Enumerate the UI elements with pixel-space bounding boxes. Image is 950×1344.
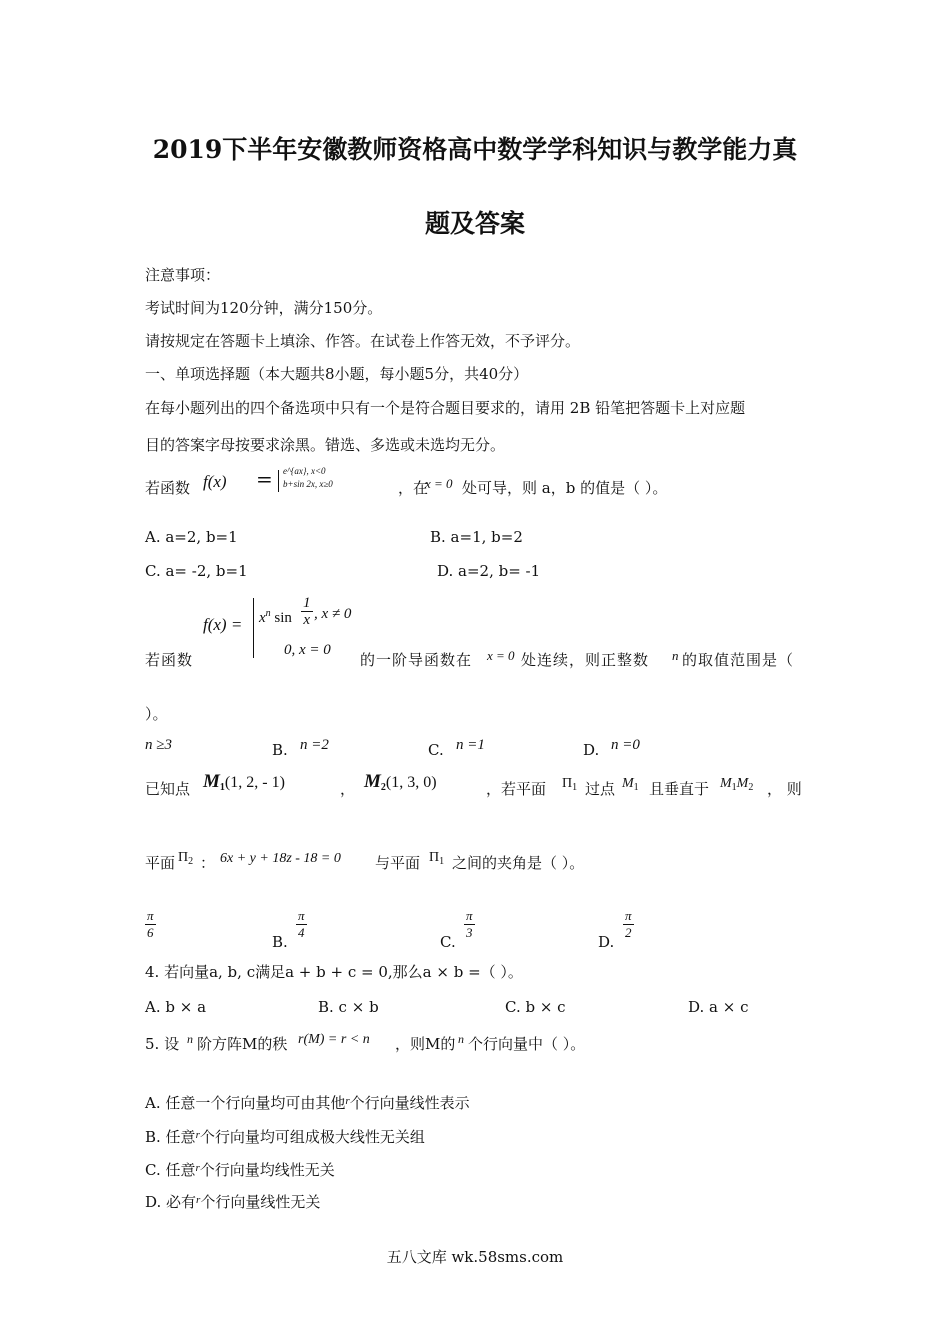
q3-prefix: 已知点: [145, 780, 191, 798]
q1-suffix: 处可导，则 a，b 的值是（ ）。: [462, 479, 668, 497]
q5-option-b-tail: 个行向量均可组成极大线性无关组: [199, 1128, 425, 1146]
q3-point-m1: [203, 772, 285, 798]
q3-option-a: [145, 908, 156, 941]
q3-m1b-subscript: 1: [633, 782, 639, 793]
notice-line: 请按规定在答题卡上填涂、作答。在试卷上作答无效，不予评分。: [145, 332, 581, 350]
q3-option-c: [464, 908, 475, 941]
q5-option-c-r: r: [195, 1162, 200, 1174]
q1-equals: =: [256, 467, 273, 491]
q4-option-d: D. a × c: [688, 998, 749, 1016]
q1-option-b: B. a=1, b=2: [430, 528, 523, 546]
section-description: 在每小题列出的四个备选项中只有一个是符合题目要求的，请用 2B 铅笔把答题卡上对应题: [145, 399, 746, 417]
q3-segment: [720, 774, 753, 798]
page-title-line2: 题及答案: [424, 209, 525, 238]
q3-m1b-label: M: [622, 776, 634, 791]
q3-line2-mid: 与平面: [375, 854, 421, 872]
section-description: 目的答案字母按要求涂黑。错选、多选或未选均无分。: [145, 436, 506, 454]
q5-mid2: ，则M的: [395, 1035, 456, 1053]
q2-fraction-denominator: x: [303, 612, 311, 628]
q5-option-a: [145, 1091, 470, 1113]
q3-mid3: 且垂直于: [649, 780, 710, 798]
q5-mid1: 阶方阵M的秩: [197, 1035, 288, 1053]
q3-option-a-numerator: π: [147, 908, 154, 923]
page-footer: 五八文库 wk.58sms.com: [386, 1248, 564, 1266]
q5-option-a-r: r: [345, 1095, 350, 1107]
q3-option-d-denominator: 2: [623, 924, 634, 941]
q5-option-c-tail: 个行向量均线性无关: [199, 1161, 335, 1179]
q3-pi2-subscript: 2: [188, 856, 194, 867]
q2-prefix: 若函数: [145, 651, 194, 669]
q2-option-b: n =2: [300, 737, 329, 753]
q3-option-b-denominator: 4: [296, 924, 307, 941]
q5-option-d-r: r: [196, 1194, 201, 1206]
q1-mid: ，在: [398, 479, 429, 497]
q1-option-c: C. a= -2, b=1: [145, 562, 248, 580]
q2-mid: 的一阶导函数在: [360, 651, 473, 669]
q3-comma: ，: [340, 780, 356, 798]
q3-option-c-denominator: 3: [464, 924, 475, 941]
q3-plane-equation: 6x + y + 18z - 18 = 0: [220, 851, 341, 866]
q2-case1-condition: , x ≠ 0: [314, 606, 352, 622]
q3-mid1: ，若平面: [486, 780, 547, 798]
q2-fraction: [301, 595, 313, 628]
q5-option-c: [145, 1158, 335, 1180]
q3-m2-coords: (1, 3, 0): [385, 774, 437, 791]
q3-seg-subscript1: 1: [731, 782, 737, 793]
q5-option-a-tail: 个行向量线性表示: [349, 1094, 470, 1112]
q3-point-m1b: [622, 774, 639, 798]
q1-function: f(x): [203, 472, 227, 491]
q3-m1-label: M: [203, 771, 220, 792]
q5-prefix: 5. 设: [145, 1035, 180, 1053]
q3-mid2: 过点: [585, 780, 616, 798]
q3-colon: ：: [200, 854, 216, 872]
q1-option-d: D. a=2, b= -1: [437, 562, 541, 580]
q5-n2: n: [458, 1032, 464, 1046]
q3-plane-pi1b: [429, 848, 444, 872]
notice-line: 考试时间为120分钟，满分150分。: [145, 299, 383, 317]
q5-option-d-text: D. 必有: [145, 1193, 197, 1211]
q3-seg-subscript2: 2: [748, 782, 754, 793]
q2-function: f(x) =: [203, 615, 243, 634]
q3-m1-subscript: 1: [219, 782, 225, 793]
q1-option-a: A. a=2, b=1: [145, 528, 238, 546]
q3-option-b: [296, 908, 307, 941]
q3-line2-prefix: 平面: [145, 854, 176, 872]
q3-option-b-numerator: π: [298, 908, 305, 923]
q5-option-b-r: r: [195, 1129, 200, 1141]
q1-brace: [278, 470, 279, 492]
q3-option-c-numerator: π: [466, 908, 473, 923]
q2-option-b-label: B.: [272, 741, 288, 759]
q3-suffix: ， 则: [767, 780, 802, 798]
q2-case1-sin: sin: [270, 610, 292, 626]
section-heading: 一、单项选择题（本大题共8小题，每小题5分，共40分）: [145, 365, 529, 383]
q4-text: 4. 若向量a, b, c满足a + b + c = 0,那么a × b =（ ）。: [145, 963, 523, 981]
notice-heading: 注意事项：: [145, 266, 221, 284]
q3-pi1b-label: Π: [429, 850, 440, 865]
q3-pi1-subscript: 1: [572, 782, 578, 793]
q2-suffix: 的取值范围是（: [682, 651, 795, 669]
q3-pi2-label: Π: [178, 850, 189, 865]
q1-case2: b+sin 2x, x≥0: [283, 479, 333, 489]
q5-option-b: [145, 1125, 425, 1147]
q1-condition: x = 0: [425, 476, 453, 491]
q3-m1-coords: (1, 2, - 1): [224, 774, 285, 791]
q3-option-d: [623, 908, 634, 941]
q2-case1: [259, 604, 292, 628]
q3-seg-label: M: [720, 776, 732, 791]
q2-brace: [253, 598, 254, 658]
q3-plane-pi1: [562, 774, 577, 798]
q5-rank: r(M) = r < n: [298, 1032, 370, 1047]
q5-n1: n: [187, 1032, 193, 1046]
q2-suffix2: ）。: [145, 705, 168, 723]
q3-seg-label2: M: [736, 776, 749, 791]
q3-line2-suffix: 之间的夹角是（ ）。: [452, 854, 585, 872]
q2-case1-base: x: [259, 610, 266, 626]
q2-case1-exponent: n: [265, 608, 271, 619]
q2-option-d-label: D.: [583, 741, 600, 759]
q5-option-a-text: A. 任意一个行向量均可由其他: [145, 1094, 346, 1112]
page-title: 2019下半年安徽教师资格高中数学学科知识与教学能力真: [152, 135, 798, 164]
q4-option-c: C. b × c: [505, 998, 566, 1016]
q5-option-c-text: C. 任意: [145, 1161, 196, 1179]
q2-case2: 0, x = 0: [284, 642, 331, 658]
q3-m2-subscript: 2: [380, 782, 386, 793]
q2-fraction-numerator: 1: [303, 595, 311, 611]
q3-pi1-label: Π: [562, 776, 573, 791]
q2-option-c: n =1: [456, 737, 485, 753]
q2-option-d: n =0: [611, 737, 640, 753]
q3-m2-label: M: [364, 771, 381, 792]
q2-mid2: 处连续，则正整数: [521, 651, 650, 669]
q3-point-m2: [364, 772, 437, 798]
q3-option-b-label: B.: [272, 933, 288, 951]
q1-prefix: 若函数: [145, 479, 191, 497]
q5-suffix: 个行向量中（ ）。: [468, 1035, 586, 1053]
q3-option-a-denominator: 6: [145, 924, 156, 941]
q3-plane-pi2: [178, 848, 193, 872]
q5-option-b-text: B. 任意: [145, 1128, 196, 1146]
q2-option-a: n ≥3: [145, 737, 172, 753]
q2-option-c-label: C.: [428, 741, 444, 759]
q2-variable: n: [672, 648, 679, 663]
q3-option-d-label: D.: [598, 933, 615, 951]
q3-option-c-label: C.: [440, 933, 456, 951]
q5-option-d: [145, 1190, 320, 1212]
q3-pi1b-subscript: 1: [439, 856, 445, 867]
q3-option-d-numerator: π: [625, 908, 632, 923]
q4-option-a: A. b × a: [145, 998, 207, 1016]
q1-case1: e^{ax}, x<0: [283, 466, 326, 476]
q5-option-d-tail: 个行向量线性无关: [200, 1193, 321, 1211]
q4-option-b: B. c × b: [318, 998, 379, 1016]
q2-condition: x = 0: [487, 648, 515, 663]
